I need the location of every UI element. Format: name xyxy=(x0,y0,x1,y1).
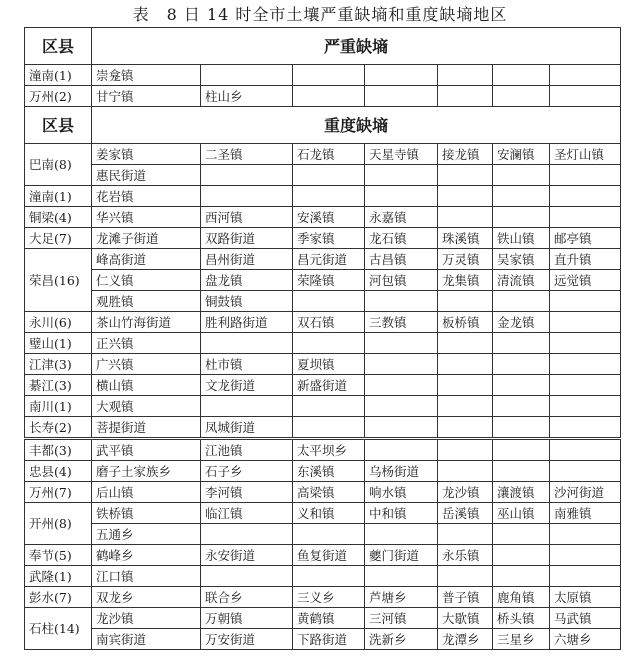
table-row xyxy=(25,312,621,333)
town-cell xyxy=(493,524,550,545)
town-cell xyxy=(365,186,438,207)
town-cell: 仁义镇 xyxy=(92,270,201,291)
district-cell: 武隆(1) xyxy=(25,566,92,587)
town-cell: 黄鹤镇 xyxy=(293,608,365,629)
town-cell: 古昌镇 xyxy=(365,249,438,270)
town-cell: 桥头镇 xyxy=(493,608,550,629)
town-cell: 响水镇 xyxy=(365,482,438,503)
town-cell: 圣灯山镇 xyxy=(550,144,621,165)
table-caption: 表 8 日 14 时全市土壤严重缺墒和重度缺墒地区 xyxy=(132,5,508,24)
town-cell xyxy=(365,333,438,354)
district-cell: 丰都(3) xyxy=(25,439,92,461)
town-cell xyxy=(493,165,550,186)
town-cell xyxy=(550,86,621,107)
town-cell: 马武镇 xyxy=(550,608,621,629)
table-row xyxy=(25,524,621,545)
severe-header-row xyxy=(25,28,621,65)
town-cell: 鱼复街道 xyxy=(293,545,365,566)
town-cell xyxy=(550,566,621,587)
district-cell: 忠县(4) xyxy=(25,461,92,482)
town-cell: 广兴镇 xyxy=(92,354,201,375)
town-cell: 李河镇 xyxy=(201,482,293,503)
town-cell: 五通乡 xyxy=(92,524,201,545)
district-cell: 綦江(3) xyxy=(25,375,92,396)
town-cell: 沙河街道 xyxy=(550,482,621,503)
table-row xyxy=(25,417,621,439)
table-row xyxy=(25,587,621,608)
town-cell xyxy=(493,461,550,482)
table-row xyxy=(25,354,621,375)
district-header: 区县 xyxy=(25,28,92,65)
town-cell xyxy=(293,566,365,587)
town-cell: 江池镇 xyxy=(201,439,293,461)
town-cell xyxy=(201,333,293,354)
town-cell: 甘宁镇 xyxy=(92,86,201,107)
town-cell: 华兴镇 xyxy=(92,207,201,228)
town-cell xyxy=(550,312,621,333)
town-cell: 武平镇 xyxy=(92,439,201,461)
town-cell: 芦塘乡 xyxy=(365,587,438,608)
town-cell: 接龙镇 xyxy=(438,144,493,165)
town-cell: 义和镇 xyxy=(293,503,365,524)
table-row xyxy=(25,333,621,354)
town-cell xyxy=(293,524,365,545)
town-cell: 东溪镇 xyxy=(293,461,365,482)
town-cell xyxy=(201,65,293,86)
town-cell xyxy=(365,165,438,186)
table-row xyxy=(25,186,621,207)
town-cell xyxy=(550,333,621,354)
town-cell xyxy=(493,65,550,86)
table-row xyxy=(25,165,621,186)
town-cell: 观胜镇 xyxy=(92,291,201,312)
town-cell: 二圣镇 xyxy=(201,144,293,165)
heavy-header-row xyxy=(25,107,621,144)
town-cell: 后山镇 xyxy=(92,482,201,503)
town-cell: 岳溪镇 xyxy=(438,503,493,524)
town-cell xyxy=(493,354,550,375)
town-cell: 太平坝乡 xyxy=(293,439,365,461)
district-cell: 巴南(8) xyxy=(25,144,92,186)
town-cell: 龙滩子街道 xyxy=(92,228,201,249)
town-cell: 高梁镇 xyxy=(293,482,365,503)
district-cell: 大足(7) xyxy=(25,228,92,249)
town-cell xyxy=(550,165,621,186)
town-cell xyxy=(550,354,621,375)
town-cell: 河包镇 xyxy=(365,270,438,291)
town-cell: 金龙镇 xyxy=(493,312,550,333)
district-cell: 潼南(1) xyxy=(25,186,92,207)
town-cell: 乌杨街道 xyxy=(365,461,438,482)
town-cell: 邮亭镇 xyxy=(550,228,621,249)
district-cell: 潼南(1) xyxy=(25,65,92,86)
town-cell: 菩提街道 xyxy=(92,417,201,439)
table-row xyxy=(25,144,621,165)
town-cell xyxy=(201,524,293,545)
town-cell: 新盛街道 xyxy=(293,375,365,396)
town-cell: 石子乡 xyxy=(201,461,293,482)
table-row xyxy=(25,228,621,249)
town-cell: 江口镇 xyxy=(92,566,201,587)
town-cell xyxy=(365,65,438,86)
town-cell xyxy=(201,165,293,186)
district-cell: 南川(1) xyxy=(25,396,92,417)
town-cell xyxy=(493,333,550,354)
town-cell: 峰高街道 xyxy=(92,249,201,270)
town-cell xyxy=(293,186,365,207)
town-cell xyxy=(438,65,493,86)
district-cell: 开州(8) xyxy=(25,503,92,545)
town-cell: 凤城街道 xyxy=(201,417,293,439)
town-cell xyxy=(438,291,493,312)
table-row xyxy=(25,207,621,228)
town-cell xyxy=(201,566,293,587)
town-cell xyxy=(493,86,550,107)
town-cell xyxy=(293,165,365,186)
town-cell: 六塘乡 xyxy=(550,629,621,650)
town-cell: 龙石镇 xyxy=(365,228,438,249)
town-cell: 龙沙镇 xyxy=(92,608,201,629)
town-cell: 直升镇 xyxy=(550,249,621,270)
town-cell xyxy=(550,439,621,461)
town-cell: 三教镇 xyxy=(365,312,438,333)
town-cell: 洗新乡 xyxy=(365,629,438,650)
section-title: 严重缺墒 xyxy=(92,28,621,65)
district-cell: 江津(3) xyxy=(25,354,92,375)
town-cell: 永嘉镇 xyxy=(365,207,438,228)
district-header: 区县 xyxy=(25,107,92,144)
town-cell xyxy=(365,524,438,545)
town-cell: 永安街道 xyxy=(201,545,293,566)
table-row xyxy=(25,482,621,503)
town-cell: 磨子土家族乡 xyxy=(92,461,201,482)
town-cell: 板桥镇 xyxy=(438,312,493,333)
town-cell: 太原镇 xyxy=(550,587,621,608)
town-cell: 大歇镇 xyxy=(438,608,493,629)
section-title: 重度缺墒 xyxy=(92,107,621,144)
district-cell: 永川(6) xyxy=(25,312,92,333)
town-cell xyxy=(438,417,493,439)
town-cell xyxy=(550,396,621,417)
town-cell: 三河镇 xyxy=(365,608,438,629)
town-cell xyxy=(550,207,621,228)
town-cell xyxy=(365,439,438,461)
town-cell xyxy=(365,354,438,375)
town-cell: 龙沙镇 xyxy=(438,482,493,503)
town-cell xyxy=(438,165,493,186)
town-cell: 龙集镇 xyxy=(438,270,493,291)
town-cell xyxy=(438,566,493,587)
town-cell: 昌元街道 xyxy=(293,249,365,270)
town-cell: 清流镇 xyxy=(493,270,550,291)
town-cell xyxy=(493,291,550,312)
town-cell: 文龙街道 xyxy=(201,375,293,396)
town-cell: 花岩镇 xyxy=(92,186,201,207)
district-cell: 荣昌(16) xyxy=(25,249,92,312)
district-cell: 长寿(2) xyxy=(25,417,92,439)
town-cell: 西河镇 xyxy=(201,207,293,228)
town-cell xyxy=(201,396,293,417)
town-cell xyxy=(438,186,493,207)
town-cell xyxy=(493,417,550,439)
table-row xyxy=(25,629,621,650)
town-cell xyxy=(293,291,365,312)
town-cell: 万安街道 xyxy=(201,629,293,650)
town-cell xyxy=(550,417,621,439)
table-row xyxy=(25,65,621,86)
table-row xyxy=(25,566,621,587)
town-cell: 瀼渡镇 xyxy=(493,482,550,503)
town-cell xyxy=(493,375,550,396)
town-cell: 永乐镇 xyxy=(438,545,493,566)
town-cell xyxy=(438,461,493,482)
town-cell: 铁桥镇 xyxy=(92,503,201,524)
town-cell xyxy=(550,186,621,207)
drought-table xyxy=(24,27,621,650)
town-cell xyxy=(438,207,493,228)
town-cell: 中和镇 xyxy=(365,503,438,524)
town-cell xyxy=(493,545,550,566)
town-cell xyxy=(293,333,365,354)
town-cell: 姜家镇 xyxy=(92,144,201,165)
town-cell: 三星乡 xyxy=(493,629,550,650)
district-cell: 万州(7) xyxy=(25,482,92,503)
town-cell: 联合乡 xyxy=(201,587,293,608)
town-cell xyxy=(550,461,621,482)
town-cell: 双龙乡 xyxy=(92,587,201,608)
town-cell xyxy=(365,86,438,107)
town-cell xyxy=(438,86,493,107)
town-cell xyxy=(493,439,550,461)
district-cell: 铜梁(4) xyxy=(25,207,92,228)
town-cell: 惠民街道 xyxy=(92,165,201,186)
town-cell: 下路街道 xyxy=(293,629,365,650)
district-cell: 万州(2) xyxy=(25,86,92,107)
town-cell xyxy=(293,396,365,417)
town-cell xyxy=(550,291,621,312)
town-cell: 茶山竹海街道 xyxy=(92,312,201,333)
table-row xyxy=(25,503,621,524)
town-cell: 吴家镇 xyxy=(493,249,550,270)
town-cell xyxy=(550,375,621,396)
town-cell: 普子镇 xyxy=(438,587,493,608)
town-cell xyxy=(438,354,493,375)
town-cell xyxy=(438,439,493,461)
town-cell: 夏坝镇 xyxy=(293,354,365,375)
town-cell: 荣隆镇 xyxy=(293,270,365,291)
table-row xyxy=(25,545,621,566)
town-cell xyxy=(550,65,621,86)
town-cell xyxy=(493,207,550,228)
table-row xyxy=(25,461,621,482)
town-cell: 万灵镇 xyxy=(438,249,493,270)
town-cell: 铜鼓镇 xyxy=(201,291,293,312)
table-row xyxy=(25,608,621,629)
district-cell: 彭水(7) xyxy=(25,587,92,608)
table-row xyxy=(25,439,621,461)
table-row xyxy=(25,375,621,396)
town-cell: 万朝镇 xyxy=(201,608,293,629)
town-cell: 柱山乡 xyxy=(201,86,293,107)
town-cell: 临江镇 xyxy=(201,503,293,524)
town-cell: 石龙镇 xyxy=(293,144,365,165)
town-cell xyxy=(438,524,493,545)
town-cell xyxy=(550,524,621,545)
table-row xyxy=(25,86,621,107)
town-cell xyxy=(438,375,493,396)
town-cell: 安澜镇 xyxy=(493,144,550,165)
town-cell: 安溪镇 xyxy=(293,207,365,228)
town-cell xyxy=(365,396,438,417)
town-cell xyxy=(201,186,293,207)
district-cell: 璧山(1) xyxy=(25,333,92,354)
district-cell: 奉节(5) xyxy=(25,545,92,566)
town-cell: 三义乡 xyxy=(293,587,365,608)
town-cell: 季家镇 xyxy=(293,228,365,249)
table-row xyxy=(25,396,621,417)
table-row xyxy=(25,249,621,270)
town-cell xyxy=(493,186,550,207)
town-cell xyxy=(365,375,438,396)
town-cell: 南宾街道 xyxy=(92,629,201,650)
town-cell: 珠溪镇 xyxy=(438,228,493,249)
town-cell: 巫山镇 xyxy=(493,503,550,524)
town-cell xyxy=(493,396,550,417)
table-row xyxy=(25,291,621,312)
town-cell xyxy=(493,566,550,587)
town-cell xyxy=(438,333,493,354)
town-cell: 鹤峰乡 xyxy=(92,545,201,566)
town-cell: 杜市镇 xyxy=(201,354,293,375)
town-cell xyxy=(550,545,621,566)
town-cell xyxy=(365,417,438,439)
town-cell: 横山镇 xyxy=(92,375,201,396)
town-cell: 双路街道 xyxy=(201,228,293,249)
town-cell xyxy=(293,417,365,439)
town-cell: 南雅镇 xyxy=(550,503,621,524)
town-cell xyxy=(293,86,365,107)
town-cell: 昌州街道 xyxy=(201,249,293,270)
town-cell: 远觉镇 xyxy=(550,270,621,291)
district-cell: 石柱(14) xyxy=(25,608,92,650)
town-cell: 天星寺镇 xyxy=(365,144,438,165)
town-cell xyxy=(365,291,438,312)
town-cell: 盘龙镇 xyxy=(201,270,293,291)
town-cell: 崇龛镇 xyxy=(92,65,201,86)
town-cell xyxy=(438,396,493,417)
town-cell xyxy=(365,566,438,587)
town-cell: 大观镇 xyxy=(92,396,201,417)
town-cell: 鹿角镇 xyxy=(493,587,550,608)
town-cell: 胜利路街道 xyxy=(201,312,293,333)
town-cell: 夔门街道 xyxy=(365,545,438,566)
town-cell: 正兴镇 xyxy=(92,333,201,354)
town-cell: 双石镇 xyxy=(293,312,365,333)
table-row xyxy=(25,270,621,291)
town-cell xyxy=(293,65,365,86)
town-cell: 铁山镇 xyxy=(493,228,550,249)
town-cell: 龙潭乡 xyxy=(438,629,493,650)
